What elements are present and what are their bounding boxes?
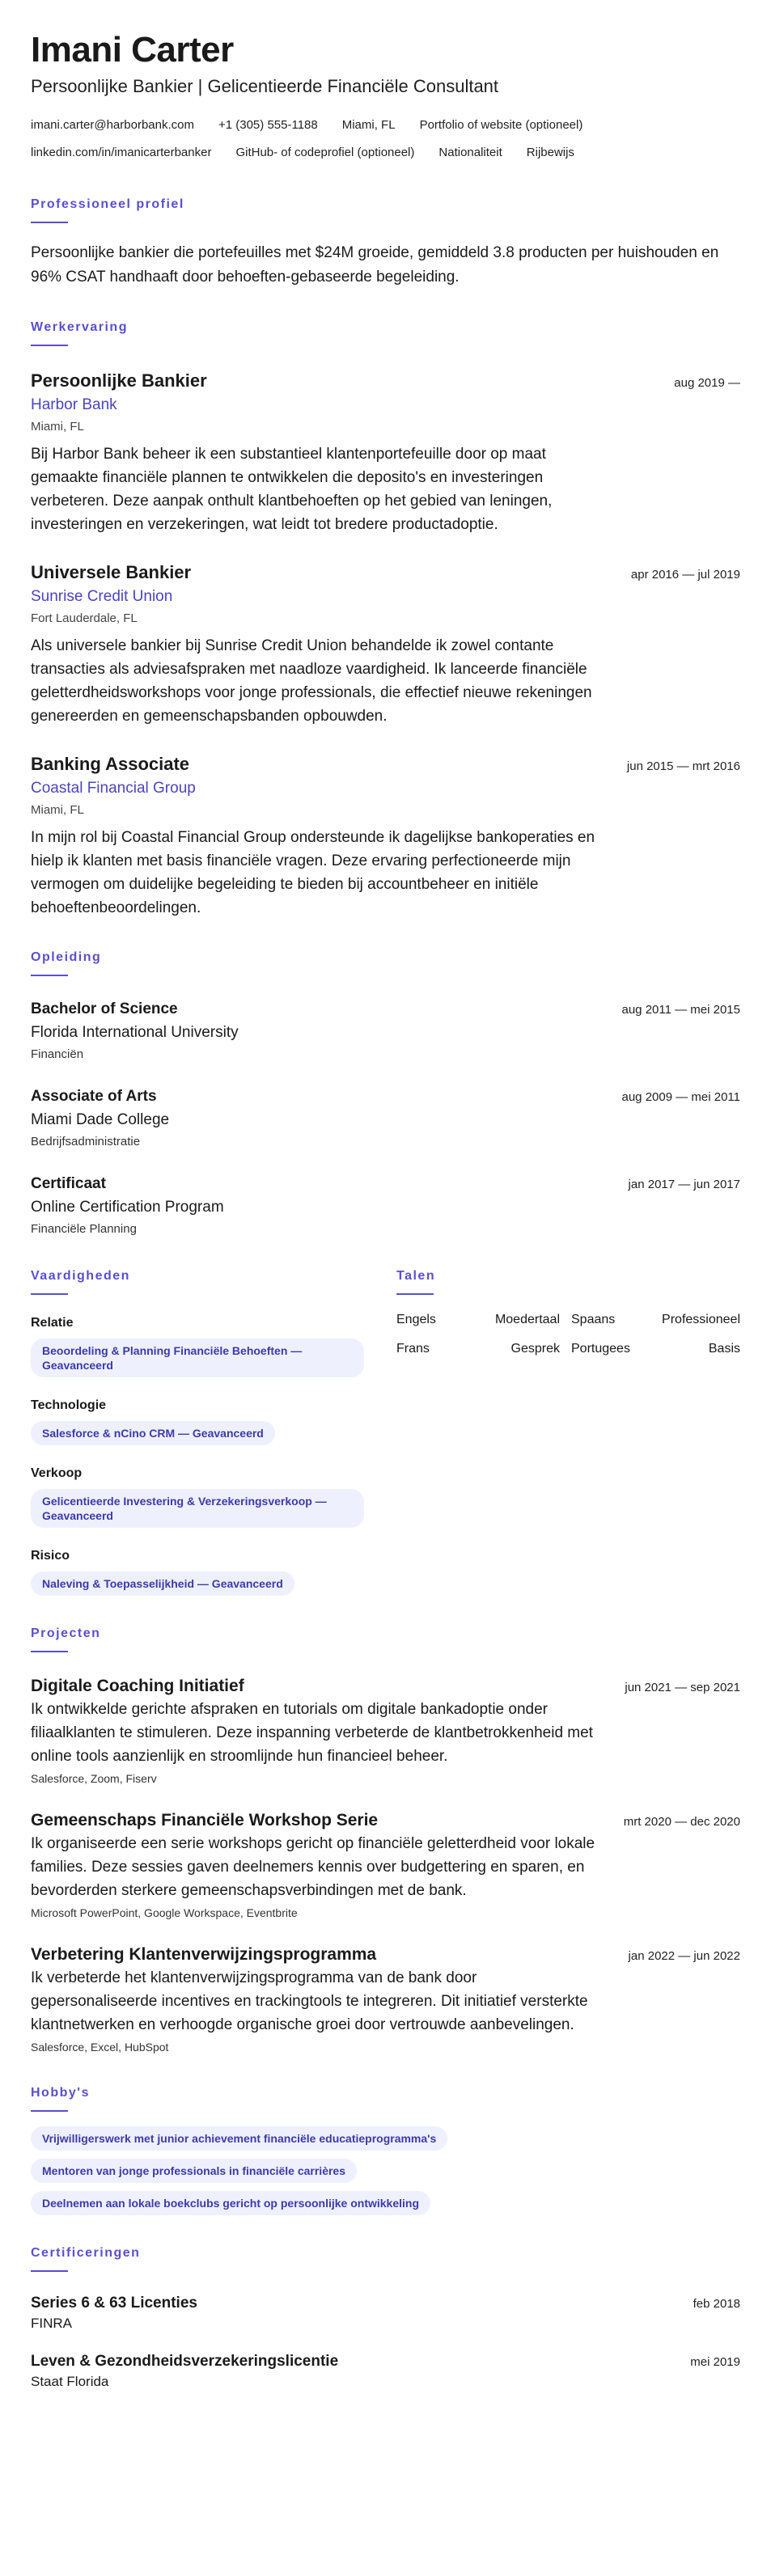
section-divider bbox=[396, 1293, 434, 1295]
language-level: Moedertaal bbox=[494, 1313, 560, 1326]
education-degree: Associate of Arts bbox=[31, 1088, 157, 1105]
section-divider bbox=[31, 1651, 68, 1652]
language-name: Portugees bbox=[571, 1342, 630, 1356]
candidate-title: Persoonlijke Bankier | Gelicentieerde Financiële Consultant bbox=[31, 76, 499, 96]
contact-portfolio[interactable]: Portfolio of website (optioneel) bbox=[419, 118, 583, 132]
project-title: Gemeenschaps Financiële Workshop Serie bbox=[31, 1811, 379, 1829]
section-title: Werkervaring bbox=[31, 320, 128, 334]
job-location: Miami, FL bbox=[31, 420, 84, 434]
job-location: Fort Lauderdale, FL bbox=[31, 611, 138, 625]
profile-section-heading bbox=[31, 197, 740, 223]
certification-entry bbox=[31, 2293, 740, 2333]
section-title: Vaardigheden bbox=[31, 1269, 130, 1283]
hobbies-section-heading bbox=[31, 2086, 740, 2112]
hobby-tag: Deelnemen aan lokale boekclubs gericht op persoonlijke ontwikkeling bbox=[31, 2191, 430, 2215]
certification-date: mei 2019 bbox=[690, 2355, 740, 2369]
experience-section-heading bbox=[31, 320, 740, 346]
resume-header bbox=[31, 29, 740, 167]
project-tools: Microsoft PowerPoint, Google Workspace, Eventbrite bbox=[31, 1906, 298, 1919]
contact-list bbox=[31, 112, 740, 167]
project-description: Ik ontwikkelde gerichte afspraken en tutorials om digitale bankadoptie onder filiaalklanten te stimuleren. Deze inspanning verbeterde de klantbetrokkenheid met online tools aanzienlijk en stroomlijnde hun financieel beheer. bbox=[31, 1701, 593, 1765]
project-title: Digitale Coaching Initiatief bbox=[31, 1677, 244, 1695]
skills-languages-row bbox=[31, 1269, 740, 1596]
job-dates: jun 2015 — mrt 2016 bbox=[626, 759, 740, 773]
hobby-tag: Mentoren van jonge professionals in financiële carrières bbox=[31, 2159, 357, 2183]
certification-date: feb 2018 bbox=[693, 2297, 740, 2311]
skill-tag: Gelicentieerde Investering & Verzekeringsverkoop — Geavanceerd bbox=[31, 1489, 364, 1528]
section-title: Certificeringen bbox=[31, 2246, 141, 2260]
contact-github[interactable]: GitHub- of codeprofiel (optioneel) bbox=[235, 146, 415, 159]
education-degree: Certificaat bbox=[31, 1175, 106, 1192]
project-tools: Salesforce, Zoom, Fiserv bbox=[31, 1772, 157, 1785]
skill-group bbox=[31, 1398, 364, 1445]
job-title: Persoonlijke Bankier bbox=[31, 370, 207, 391]
certification-entry bbox=[31, 2351, 740, 2392]
education-entry bbox=[31, 999, 740, 1064]
project-dates: jan 2022 — jun 2022 bbox=[628, 1949, 740, 1963]
language-level: Professioneel bbox=[662, 1313, 740, 1326]
section-title: Professioneel profiel bbox=[31, 197, 184, 211]
job-title: Banking Associate bbox=[31, 754, 190, 774]
section-divider bbox=[31, 1293, 68, 1295]
section-title: Opleiding bbox=[31, 950, 102, 964]
project-entry bbox=[31, 1944, 740, 2055]
job-entry bbox=[31, 560, 740, 728]
skill-tag: Naleving & Toepasselijkheid — Geavanceerd bbox=[31, 1571, 294, 1596]
job-description: Bij Harbor Bank beheer ik een substantieel klantenportefeuille door op maat gemaakte financiële plannen te ontwikkelen die deposito's en investeringen verbeteren. Deze aanpak onthult klantbehoeften op het gebied van leningen, investeringen en verzekeringen, wat leidt tot bredere productadoptie. bbox=[31, 446, 553, 533]
project-tools: Salesforce, Excel, HubSpot bbox=[31, 2041, 169, 2054]
contact-email[interactable]: imani.carter@harborbank.com bbox=[31, 118, 194, 132]
skill-group-name: Verkoop bbox=[31, 1466, 83, 1480]
education-list bbox=[31, 999, 740, 1238]
section-divider bbox=[31, 345, 68, 346]
education-school: Florida International University bbox=[31, 1024, 239, 1041]
contact-phone[interactable]: +1 (305) 555-1188 bbox=[218, 118, 318, 132]
section-divider bbox=[31, 222, 68, 223]
section-title: Talen bbox=[396, 1269, 436, 1283]
project-entry bbox=[31, 1809, 740, 1921]
skills-section-heading bbox=[31, 1269, 364, 1295]
language-name: Frans bbox=[396, 1342, 430, 1356]
education-school: Miami Dade College bbox=[31, 1111, 170, 1128]
education-dates: aug 2009 — mei 2011 bbox=[621, 1090, 740, 1104]
contact-location: Miami, FL bbox=[341, 118, 396, 132]
job-entry bbox=[31, 369, 740, 536]
job-entry bbox=[31, 752, 740, 920]
language-level: Gesprek bbox=[510, 1342, 560, 1356]
certifications-section-heading bbox=[31, 2246, 740, 2272]
hobby-tag: Vrijwilligerswerk met junior achievement financiële educatieprogramma's bbox=[31, 2126, 447, 2151]
section-title: Projecten bbox=[31, 1626, 101, 1640]
project-dates: mrt 2020 — dec 2020 bbox=[623, 1815, 740, 1829]
projects-list bbox=[31, 1675, 740, 2055]
skill-tag: Beoordeling & Planning Financiële Behoeften — Geavanceerd bbox=[31, 1339, 364, 1377]
job-dates: aug 2019 — bbox=[674, 376, 740, 390]
section-divider bbox=[31, 975, 68, 976]
languages-section-heading bbox=[396, 1269, 740, 1295]
hobbies-list bbox=[31, 2126, 740, 2215]
skill-tag: Salesforce & nCino CRM — Geavanceerd bbox=[31, 1421, 275, 1445]
contact-license: Rijbewijs bbox=[526, 146, 574, 159]
project-title: Verbetering Klantenverwijzingsprogramma bbox=[31, 1945, 377, 1964]
skills-column bbox=[31, 1269, 364, 1596]
project-description: Ik verbeterde het klantenverwijzingsprogramma van de bank door gepersonaliseerde incentives en trackingtools te integreren. Dit initiatief versterkte klantnetwerken en verhoogde organische groei door vertrouwde aanbevelingen. bbox=[31, 1969, 588, 2033]
job-location: Miami, FL bbox=[31, 803, 84, 817]
skill-group bbox=[31, 1466, 364, 1528]
skill-group-name: Risico bbox=[31, 1549, 70, 1563]
education-entry bbox=[31, 1174, 740, 1238]
education-field: Bedrijfsadministratie bbox=[31, 1135, 141, 1148]
experience-list bbox=[31, 369, 740, 920]
skill-group-name: Relatie bbox=[31, 1316, 74, 1330]
language-name: Engels bbox=[396, 1313, 436, 1326]
project-description: Ik organiseerde een serie workshops gericht op financiële geletterdheid voor lokale families. Deze sessies gaven deelnemers kennis over budgettering en sparen, en bevorderden sterkere gemeenschapsverbindingen met de bank. bbox=[31, 1835, 595, 1899]
skill-group-name: Technologie bbox=[31, 1398, 107, 1412]
language-name: Spaans bbox=[571, 1313, 616, 1326]
certification-name: Series 6 & 63 Licenties bbox=[31, 2295, 197, 2312]
language-level: Basis bbox=[708, 1342, 740, 1356]
skill-group bbox=[31, 1316, 364, 1377]
contact-nationality: Nationaliteit bbox=[438, 146, 502, 159]
education-entry bbox=[31, 1086, 740, 1151]
languages-list bbox=[396, 1313, 740, 1356]
education-field: Financiële Planning bbox=[31, 1222, 137, 1236]
projects-section-heading bbox=[31, 1626, 740, 1652]
education-school: Online Certification Program bbox=[31, 1199, 224, 1216]
education-degree: Bachelor of Science bbox=[31, 1000, 178, 1017]
contact-linkedin[interactable]: linkedin.com/in/imanicarterbanker bbox=[31, 146, 212, 159]
certification-issuer: FINRA bbox=[31, 2316, 72, 2331]
profile-summary: Persoonlijke bankier die portefeuilles met $24M groeide, gemiddeld 3.8 producten per huishouden en 96% CSAT handhaaft door behoeften-gebaseerde begeleiding. bbox=[31, 244, 719, 286]
project-dates: jun 2021 — sep 2021 bbox=[625, 1681, 740, 1694]
candidate-name: Imani Carter bbox=[31, 30, 234, 70]
certification-name: Leven & Gezondheidsverzekeringslicentie bbox=[31, 2353, 339, 2370]
job-description: Als universele bankier bij Sunrise Credit Union behandelde ik zowel contante transacties als adviesafspraken met naadloze vaardigheid. Ik lanceerde financiële geletterdheidsworkshops voor jonge professionals, die effectief nieuwe rekeningen genereerden en gemeenschapsbanden opbouwden. bbox=[31, 637, 592, 725]
job-title: Universele Bankier bbox=[31, 562, 192, 582]
section-divider bbox=[31, 2270, 68, 2272]
job-description: In mijn rol bij Coastal Financial Group ondersteunde ik dagelijkse bankoperaties en hielp ik klanten met basis financiële vragen. Deze ervaring perfectioneerde mijn vermogen om duidelijke begeleiding te bieden bij accountbeheer en initiële behoeftenbeoordelingen. bbox=[31, 829, 595, 916]
certification-issuer: Staat Florida bbox=[31, 2374, 109, 2389]
certifications-list bbox=[31, 2293, 740, 2392]
education-field: Financiën bbox=[31, 1047, 84, 1061]
project-entry bbox=[31, 1675, 740, 1787]
section-divider bbox=[31, 2110, 68, 2112]
education-dates: aug 2011 — mei 2015 bbox=[621, 1003, 740, 1017]
job-company: Sunrise Credit Union bbox=[31, 588, 173, 605]
job-company: Coastal Financial Group bbox=[31, 780, 196, 797]
languages-column bbox=[396, 1269, 740, 1596]
education-dates: jan 2017 — jun 2017 bbox=[628, 1178, 740, 1191]
skill-group bbox=[31, 1549, 364, 1596]
section-title: Hobby's bbox=[31, 2086, 90, 2100]
job-dates: apr 2016 — jul 2019 bbox=[630, 568, 740, 582]
education-section-heading bbox=[31, 950, 740, 976]
job-company: Harbor Bank bbox=[31, 396, 117, 413]
